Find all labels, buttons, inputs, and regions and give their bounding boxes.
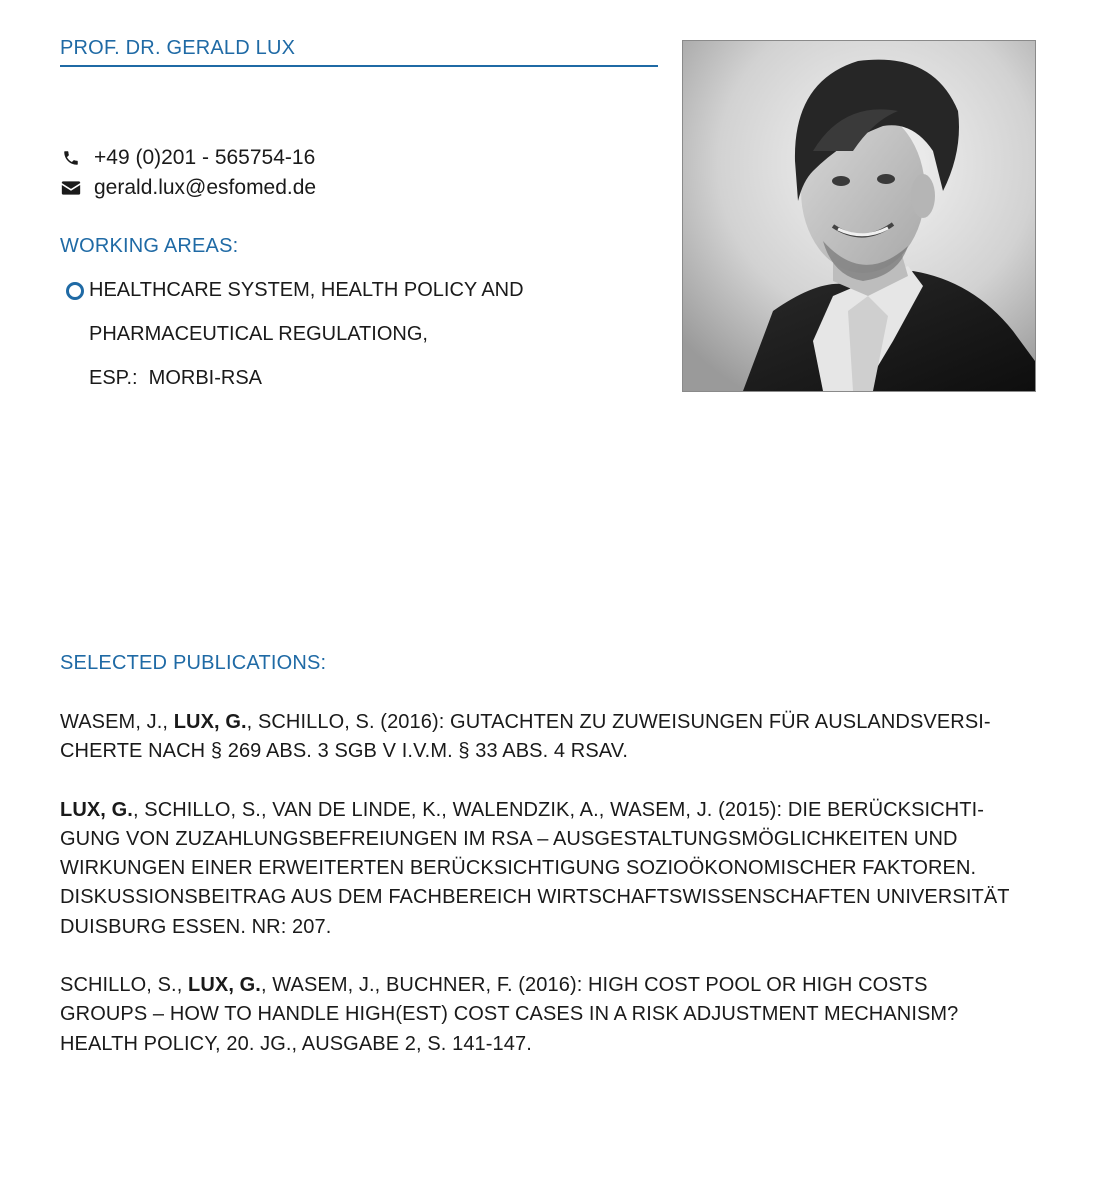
phone-number[interactable]: +49 (0)201 - 565754-16: [94, 146, 316, 169]
publication-text: WIRKUNGEN EINER ERWEITERTEN BERÜCKSICHTIGUNG SOZIOÖKONOMISCHER FAKTOREN.: [60, 857, 977, 880]
publication-text: CHERTE NACH § 269 ABS. 3 SGB V I.V.M. § 33 ABS. 4 RSAV.: [60, 740, 628, 763]
publication-text: , SCHILLO, S. (2016): GUTACHTEN ZU ZUWEISUNGEN FÜR AUSLANDSVERSI-: [246, 711, 991, 733]
working-areas-title: WORKING AREAS:: [60, 235, 239, 257]
email-link[interactable]: gerald.lux@esfomed.de: [94, 176, 317, 199]
phone-icon: [60, 147, 82, 169]
envelope-icon: [60, 177, 82, 199]
profile-name: PROF. DR. GERALD LUX: [60, 36, 658, 67]
working-area-line: PHARMACEUTICAL REGULATIONG,: [89, 323, 428, 345]
publication-text: , WASEM, J., BUCHNER, F. (2016): HIGH COST POOL OR HIGH COSTS: [260, 974, 928, 997]
publication-highlight-author: LUX, G.: [173, 711, 247, 733]
working-area-line: HEALTHCARE SYSTEM, HEALTH POLICY AND: [89, 279, 524, 301]
portrait-photo: [682, 40, 1036, 392]
publication-item: [60, 971, 1040, 1059]
circle-bullet-icon: [66, 282, 84, 300]
publication-highlight-author: LUX, G.: [188, 974, 261, 997]
publications-list: [60, 708, 1040, 1088]
publication-text: DISKUSSIONSBEITRAG AUS DEM FACHBEREICH WIRTSCHAFTSWISSENSCHAFTEN UNIVERSITÄT: [60, 886, 1010, 909]
publication-text: DUISBURG ESSEN. NR: 207.: [60, 915, 332, 938]
publication-text: , SCHILLO, S., VAN DE LINDE, K., WALENDZIK, A., WASEM, J. (2015): DIE BERÜCKSICHTI-: [132, 798, 985, 821]
publication-item: [60, 708, 1040, 767]
publications-title: SELECTED PUBLICATIONS:: [60, 652, 327, 674]
phone-row: [60, 145, 315, 171]
publication-highlight-author: LUX, G.: [60, 798, 133, 821]
working-area-line: ESP.: MORBI-RSA: [89, 367, 263, 389]
publication-text: HEALTH POLICY, 20. JG., AUSGABE 2, S. 141-147.: [60, 1032, 532, 1055]
email-row: [60, 175, 316, 201]
publication-text: GROUPS – HOW TO HANDLE HIGH(EST) COST CASES IN A RISK ADJUSTMENT MECHANISM?: [60, 1003, 959, 1026]
publication-item: [60, 796, 1040, 942]
publication-text: GUNG VON ZUZAHLUNGSBEFREIUNGEN IM RSA – AUSGESTALTUNGSMÖGLICHKEITEN UND: [60, 827, 958, 850]
publication-authors: SCHILLO, S.,: [60, 974, 189, 997]
publication-authors: WASEM, J.,: [60, 711, 174, 733]
